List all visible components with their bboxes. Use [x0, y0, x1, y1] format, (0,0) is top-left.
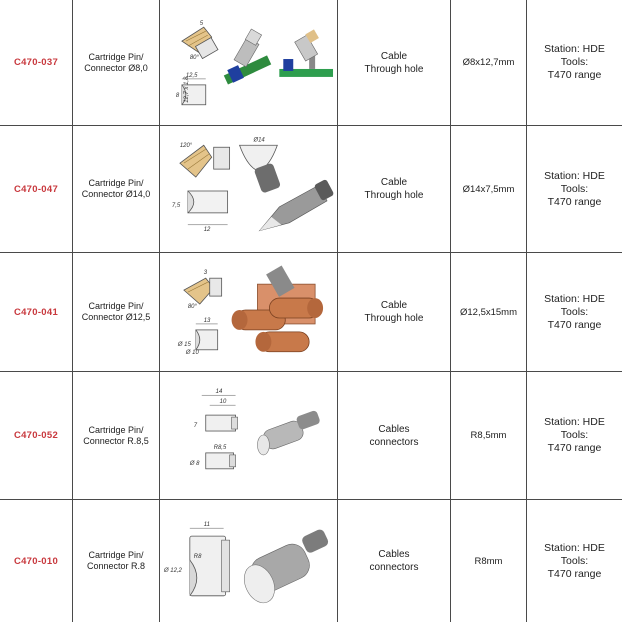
product-code: C470-037: [13, 57, 59, 68]
tools-text: Station: HDE Tools: T470 range: [544, 43, 605, 81]
dim-label: 8: [175, 92, 180, 99]
tip-drawing: [160, 500, 338, 622]
dim-label: R8: [193, 554, 202, 561]
dim-label: Ø14: [253, 136, 265, 143]
table-row: [0, 372, 622, 500]
application-text: Cables connectors: [369, 423, 419, 448]
dim-label: 80°: [187, 303, 197, 310]
table-row: [0, 500, 622, 622]
dim-label: 7: [193, 422, 198, 429]
dimension-text: R8,5mm: [470, 430, 507, 441]
dim-label: 12,5: [185, 72, 198, 79]
dim-label: 11: [203, 522, 210, 529]
product-description: Cartridge Pin/ Connector Ø8,0: [84, 51, 148, 73]
dim-label: 13: [203, 317, 211, 324]
dimension-text: Ø14x7,5mm: [462, 183, 515, 195]
product-code: C470-047: [13, 183, 59, 195]
dim-label: Ø 8: [189, 460, 200, 467]
tip-drawing: [160, 0, 338, 125]
table-row: [0, 0, 622, 126]
dim-label: 14: [215, 388, 223, 395]
dim-label: 3: [203, 269, 208, 276]
dimension-text: Ø8x12,7mm: [462, 57, 515, 68]
product-code: C470-010: [13, 555, 59, 567]
tools-text: Station: HDE Tools: T470 range: [544, 541, 605, 580]
dim-label: 120°: [179, 142, 193, 149]
application-text: Cable Through hole: [364, 300, 424, 324]
dim-label: 80°: [189, 54, 199, 61]
application-text: Cables connectors: [369, 549, 419, 573]
table-row: [0, 126, 622, 253]
application-text: Cable Through hole: [364, 50, 424, 75]
dimension-text: R8mm: [474, 555, 503, 567]
product-description: Cartridge Pin/ Connector Ø12,5: [81, 301, 151, 322]
product-code: C470-041: [13, 306, 59, 318]
dim-label: 5: [199, 20, 204, 27]
dim-label: 12,7 x 1,8: [183, 76, 190, 103]
dim-label: 7,5: [171, 202, 181, 209]
dim-label: 12: [203, 226, 211, 233]
tip-drawing: [160, 253, 338, 371]
product-description: Cartridge Pin/ Connector R.8: [86, 550, 146, 571]
dim-label: R8,5: [213, 444, 227, 451]
tools-text: Station: HDE Tools: T470 range: [544, 292, 605, 331]
tip-drawing: [160, 126, 338, 252]
dimension-text: Ø12,5x15mm: [459, 306, 518, 318]
tools-text: Station: HDE Tools: T470 range: [544, 416, 605, 454]
dim-label: Ø 10: [185, 349, 199, 356]
table-row: [0, 253, 622, 372]
application-text: Cable Through hole: [364, 177, 424, 201]
dim-label: 10: [219, 398, 227, 405]
product-code: C470-052: [13, 430, 59, 441]
dim-label: Ø 15: [177, 341, 191, 348]
product-description: Cartridge Pin/ Connector Ø14,0: [81, 178, 151, 199]
tip-drawing: [160, 372, 338, 499]
product-description: Cartridge Pin/ Connector R.8,5: [83, 424, 149, 446]
dim-label: Ø 12,2: [163, 567, 182, 574]
tools-text: Station: HDE Tools: T470 range: [544, 169, 605, 208]
